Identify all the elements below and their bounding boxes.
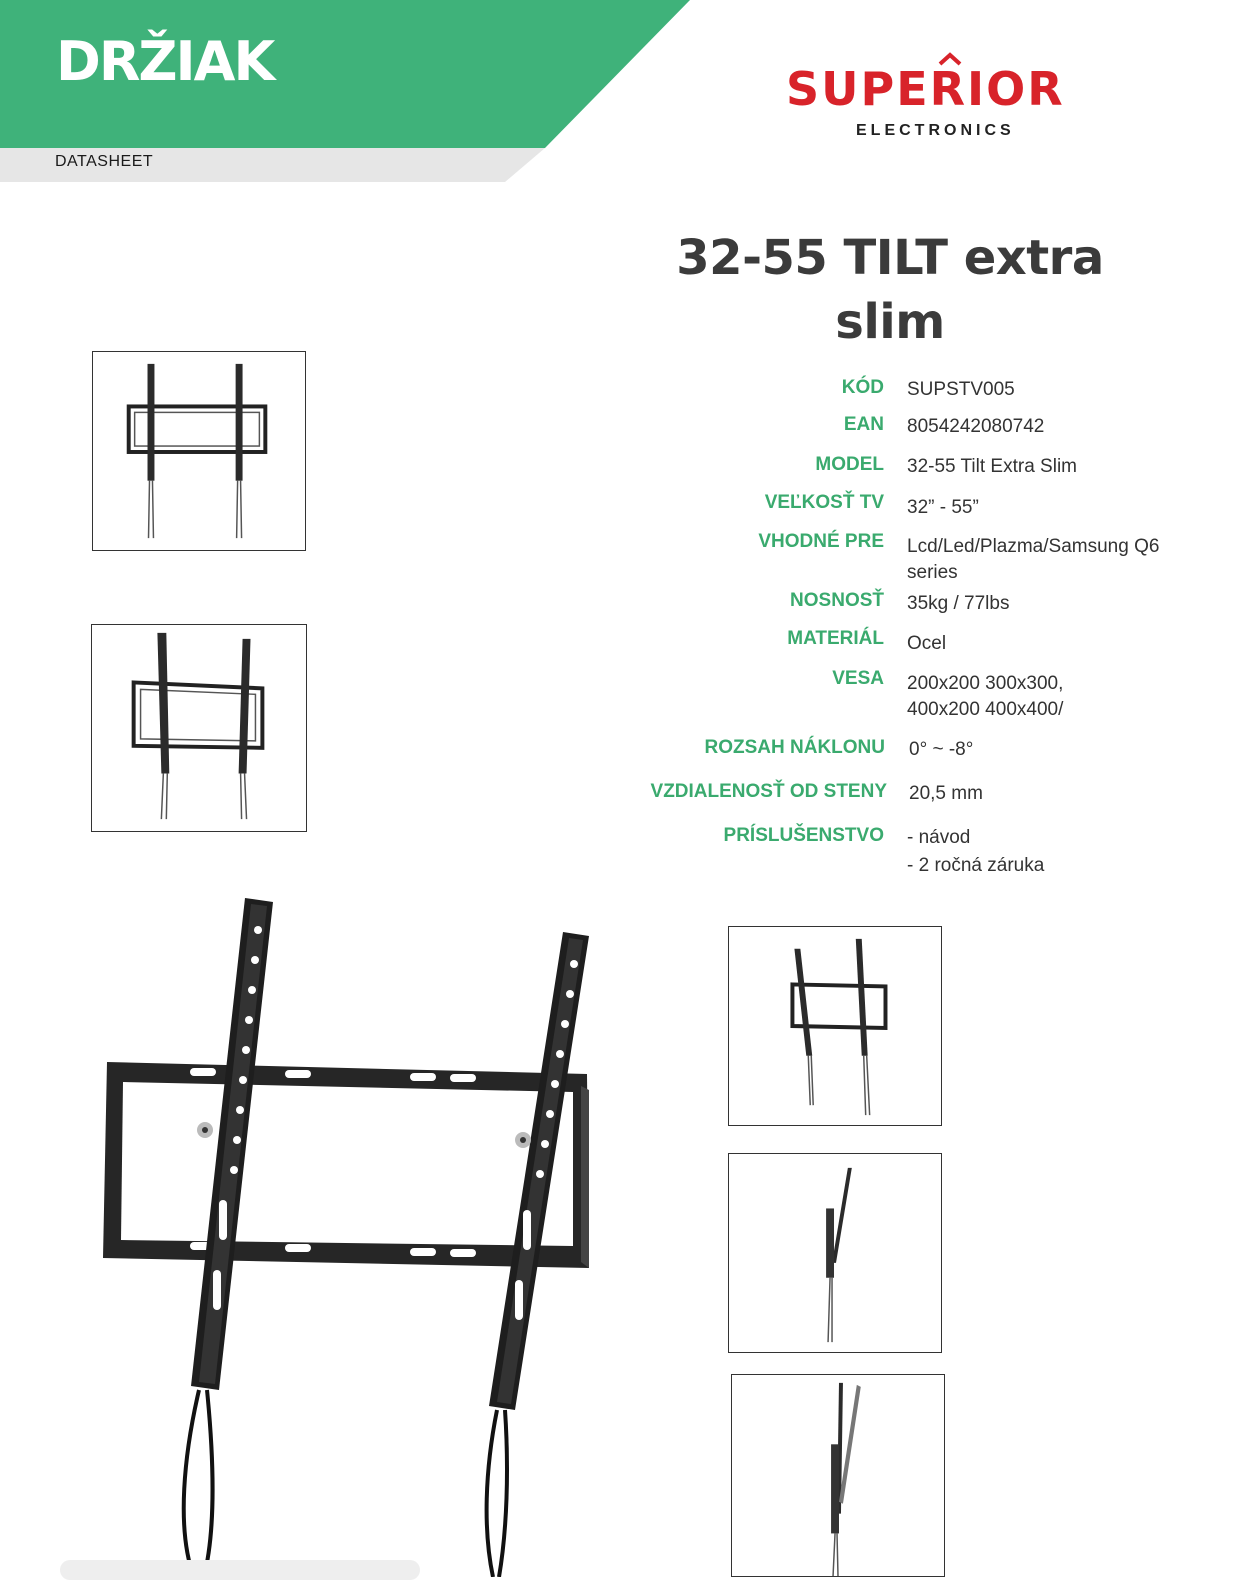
thumb-tilted-view bbox=[728, 926, 942, 1126]
spec-label: VHODNÉ PRE bbox=[758, 531, 884, 552]
thumb-angled-view bbox=[91, 624, 307, 832]
mount-side-tilt-icon bbox=[732, 1375, 944, 1576]
spec-label: VZDIALENOSŤ OD STENY bbox=[650, 781, 887, 802]
spec-label: ROZSAH NÁKLONU bbox=[704, 737, 885, 758]
mount-side-icon bbox=[729, 1154, 941, 1352]
logo-brand-text: SUPERIOR bbox=[786, 62, 1065, 116]
spec-value bbox=[907, 825, 1197, 879]
spec-value-line2: series bbox=[907, 562, 958, 583]
spec-label: MODEL bbox=[815, 454, 884, 475]
mount-angled-icon bbox=[92, 625, 306, 831]
spec-value: 35kg / 77lbs bbox=[907, 593, 1010, 614]
spec-value-line1: Lcd/Led/Plazma/Samsung Q6 bbox=[907, 536, 1160, 557]
category-title: DRŽIAK bbox=[56, 30, 274, 93]
brand-logo bbox=[786, 52, 1066, 152]
datasheet-label: DATASHEET bbox=[55, 153, 154, 170]
spec-value: 20,5 mm bbox=[909, 783, 983, 804]
mount-front-icon bbox=[93, 352, 305, 550]
spec-value: 0° ~ -8° bbox=[909, 739, 974, 760]
mount-tilted-icon bbox=[729, 927, 941, 1125]
spec-value-line2: - 2 ročná záruka bbox=[907, 855, 1045, 876]
spec-value bbox=[907, 671, 1197, 723]
spec-value: 32-55 Tilt Extra Slim bbox=[907, 456, 1077, 477]
footer-shadow bbox=[60, 1560, 420, 1580]
spec-value: Ocel bbox=[907, 633, 947, 654]
logo-subtitle: ELECTRONICS bbox=[856, 122, 1015, 139]
spec-label: NOSNOSŤ bbox=[790, 590, 884, 611]
main-product-image bbox=[95, 890, 605, 1577]
spec-value: 8054242080742 bbox=[907, 416, 1045, 437]
thumb-side-view bbox=[728, 1153, 942, 1353]
spec-value-line2: 400x200 400x400/ bbox=[907, 699, 1064, 720]
spec-label: VEĽKOSŤ TV bbox=[764, 492, 884, 513]
product-title-line1: 32-55 TILT extra bbox=[676, 230, 1104, 286]
spec-value-line1: 200x200 300x300, bbox=[907, 673, 1064, 694]
thumb-side-tilt-view bbox=[731, 1374, 945, 1577]
spec-label: MATERIÁL bbox=[787, 628, 884, 649]
product-title bbox=[660, 226, 1120, 354]
spec-label: KÓD bbox=[841, 377, 884, 398]
spec-value: 32” - 55” bbox=[907, 497, 979, 518]
spec-value-line1: - návod bbox=[907, 827, 971, 848]
spec-label: PRÍSLUŠENSTVO bbox=[723, 825, 884, 846]
spec-value: SUPSTV005 bbox=[907, 379, 1015, 400]
spec-label: EAN bbox=[843, 414, 884, 435]
spec-value bbox=[907, 534, 1197, 586]
product-title-line2: slim bbox=[835, 294, 945, 350]
thumb-front-view bbox=[92, 351, 306, 551]
spec-label: VESA bbox=[832, 668, 884, 689]
